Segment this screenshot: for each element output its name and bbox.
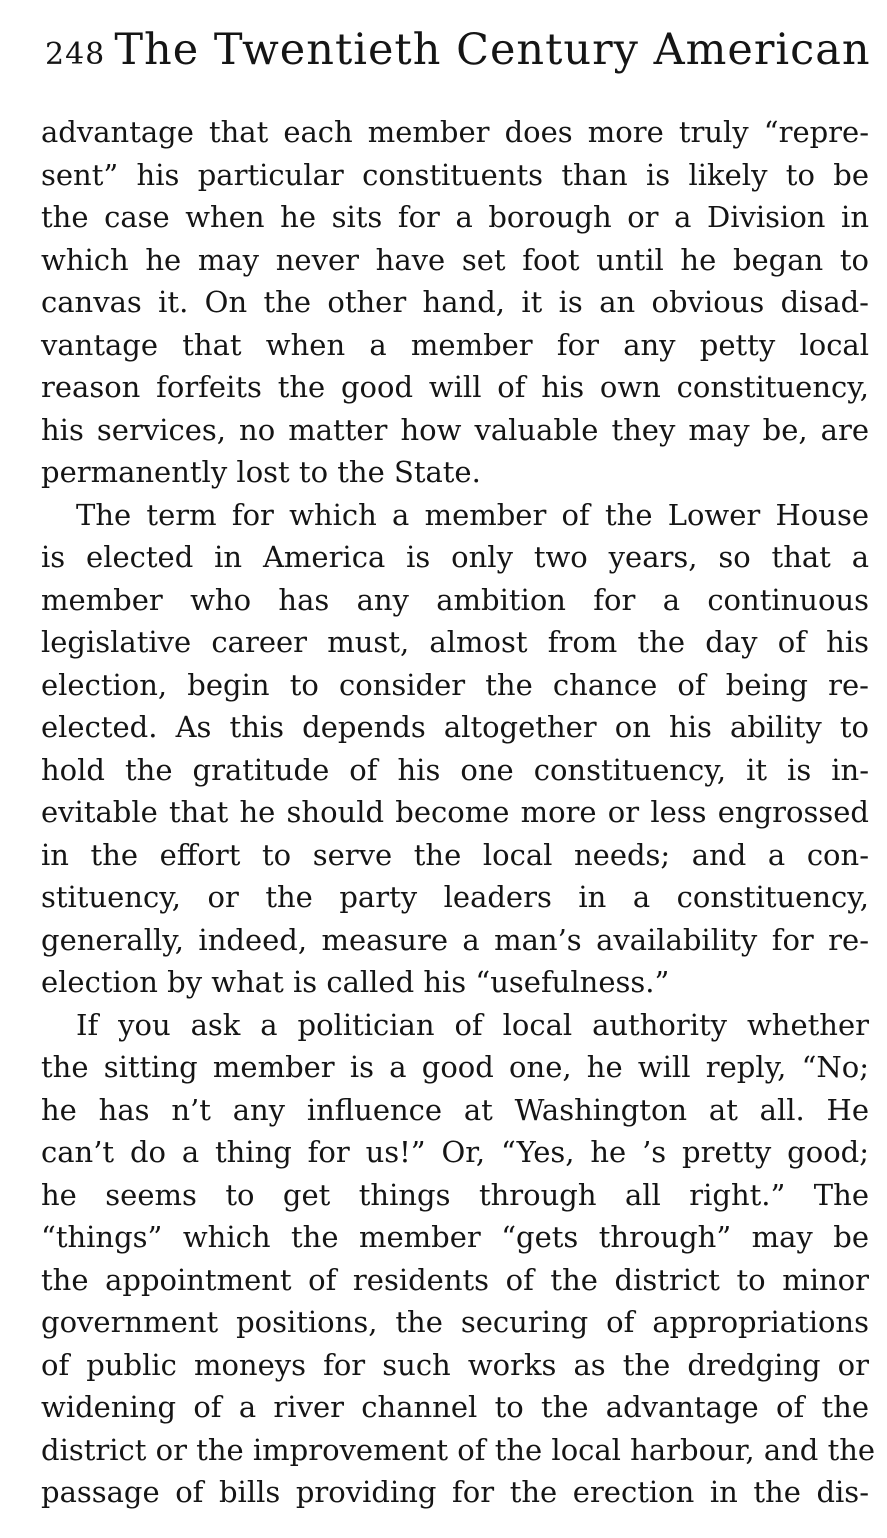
text-line-6: vantage that when a member for any petty local [41, 327, 869, 362]
text-line-7: reason forfeits the good will of his own constituency, [41, 370, 869, 404]
running-head [45, 20, 871, 80]
text-line-11: is elected in America is only two years, so that a [41, 540, 869, 574]
paragraph-start-line-22: If you ask a politician of local authority whether [76, 1007, 869, 1042]
text-line-26: he seems to get things through all right.” The [41, 1177, 869, 1212]
text-line-12: member who has any ambition for a continuous [41, 582, 869, 617]
text-line-17: evitable that he should become more or less engrossed [41, 795, 869, 829]
text-line-33: passage of bills providing for the erection in the dis- [41, 1475, 869, 1509]
text-line-8: his services, no matter how valuable they may be, are [41, 412, 869, 447]
text-line-23: the sitting member is a good one, he will reply, “No; [41, 1050, 869, 1084]
text-line-5: canvas it. On the other hand, it is an obvious disad- [41, 285, 869, 319]
text-line-30: of public moneys for such works as the dredging or [41, 1347, 869, 1382]
paragraph-start-line-10: The term for which a member of the Lower House [76, 497, 869, 532]
text-line-20: generally, indeed, measure a man’s availability for re- [41, 922, 869, 957]
text-line-14: election, begin to consider the chance of being re- [41, 667, 869, 702]
text-line-18: in the effort to serve the local needs; and a con- [41, 837, 869, 872]
text-line-3: the case when he sits for a borough or a Division in [41, 200, 869, 234]
text-line-29: government positions, the securing of appropriations [41, 1305, 869, 1339]
text-line-1: advantage that each member does more truly “repre- [41, 115, 869, 149]
text-line-9: permanently lost to the State. [41, 455, 481, 489]
text-line-32: district or the improvement of the local harbour, and the [41, 1432, 876, 1467]
text-line-24: he has n’t any influence at Washington at all. He [41, 1092, 869, 1127]
body-text [41, 111, 876, 1514]
text-line-15: elected. As this depends altogether on his ability to [41, 710, 869, 744]
text-line-2: sent” his particular constituents than is likely to be [41, 157, 869, 192]
text-line-4: which he may never have set foot until he began to [41, 242, 869, 277]
text-line-19: stituency, or the party leaders in a constituency, [41, 880, 869, 914]
text-line-28: the appointment of residents of the district to minor [41, 1262, 869, 1297]
page-number: 248 [45, 37, 106, 72]
text-line-16: hold the gratitude of his one constituency, it is in- [41, 752, 869, 787]
text-line-25: can’t do a thing for us!” Or, “Yes, he ’s pretty good; [41, 1135, 869, 1169]
text-line-21: election by what is called his “usefulness.” [41, 965, 670, 999]
text-line-27: “things” which the member “gets through” may be [41, 1220, 869, 1254]
text-line-13: legislative career must, almost from the day of his [41, 625, 869, 659]
book-title: The Twentieth Century American [114, 25, 871, 75]
text-line-31: widening of a river channel to the advantage of the [41, 1390, 869, 1424]
